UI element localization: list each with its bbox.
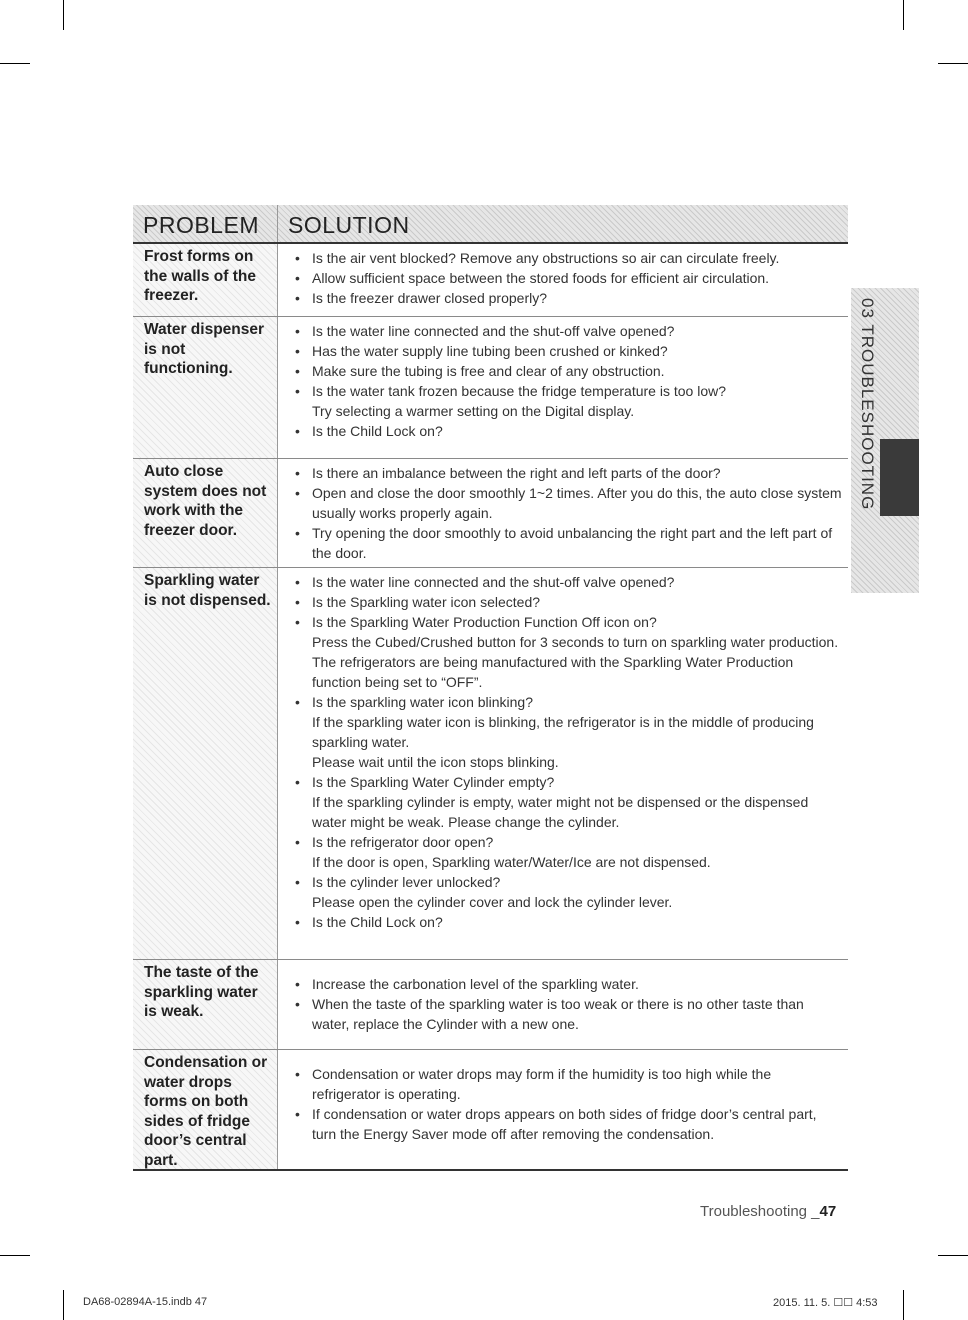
solution-text: Make sure the tubing is free and clear of any obstruction. bbox=[312, 363, 665, 379]
bullet-icon: • bbox=[295, 465, 300, 481]
section-tab-label: 03 TROUBLESHOOTING bbox=[858, 298, 877, 511]
solution-text: Has the water supply line tubing been crushed or kinked? bbox=[312, 343, 668, 359]
solution-text: Is the Sparkling Water Production Function Off icon on? bbox=[312, 614, 657, 630]
solution-text: When the taste of the sparkling water is too weak or there is no other taste than water, replace the Cylinder with a new one. bbox=[312, 996, 804, 1032]
bullet-icon: • bbox=[295, 1106, 300, 1122]
table-row bbox=[133, 317, 848, 459]
solution-item bbox=[295, 872, 842, 912]
footer-section-name: Troubleshooting _ bbox=[700, 1203, 820, 1220]
table-body bbox=[133, 244, 848, 1171]
solution-list bbox=[295, 1064, 842, 1144]
solution-text: If condensation or water drops appears on both sides of fridge door’s central part, turn the Energy Saver mode off after removing the condensation. bbox=[312, 1106, 817, 1142]
solution-text: Is the cylinder lever unlocked? bbox=[312, 874, 501, 890]
solution-text: Condensation or water drops may form if the humidity is too high while the refrigerator is operating. bbox=[312, 1066, 772, 1102]
crop-mark bbox=[63, 1290, 64, 1320]
problem-cell: Frost forms on the walls of the freezer. bbox=[133, 244, 278, 316]
bullet-icon: • bbox=[295, 874, 300, 890]
solution-text: Is there an imbalance between the right and left parts of the door? bbox=[312, 465, 721, 481]
solution-list bbox=[295, 463, 842, 563]
solution-list bbox=[295, 248, 842, 308]
solution-item bbox=[295, 321, 842, 341]
solution-item bbox=[295, 592, 842, 612]
solution-cell bbox=[278, 1050, 848, 1169]
bullet-icon: • bbox=[295, 423, 300, 439]
bullet-icon: • bbox=[295, 834, 300, 850]
solution-text: Allow sufficient space between the stored foods for efficient air circulation. bbox=[312, 270, 770, 286]
solution-item bbox=[295, 421, 842, 441]
header-solution: SOLUTION bbox=[288, 212, 410, 238]
solution-item bbox=[295, 832, 842, 872]
solution-list bbox=[295, 974, 842, 1034]
solution-item bbox=[295, 381, 842, 421]
solution-cell bbox=[278, 960, 848, 1049]
solution-text: Is the water line connected and the shut-off valve opened? bbox=[312, 323, 675, 339]
bullet-icon: • bbox=[295, 774, 300, 790]
solution-list bbox=[295, 321, 842, 441]
crop-mark bbox=[0, 63, 30, 64]
header-problem: PROBLEM bbox=[133, 205, 278, 242]
table-row bbox=[133, 459, 848, 568]
solution-detail: Press the Cubed/Crushed button for 3 seconds to turn on sparkling water production. bbox=[312, 634, 839, 650]
solution-item bbox=[295, 341, 842, 361]
solution-detail: Try selecting a warmer setting on the Digital display. bbox=[312, 403, 635, 419]
solution-item bbox=[295, 268, 842, 288]
solution-text: Is the water line connected and the shut-off valve opened? bbox=[312, 574, 675, 590]
solution-item bbox=[295, 1104, 842, 1144]
bullet-icon: • bbox=[295, 525, 300, 541]
table-header bbox=[133, 205, 848, 244]
bullet-icon: • bbox=[295, 323, 300, 339]
troubleshooting-table bbox=[133, 205, 848, 1171]
solution-item bbox=[295, 1064, 842, 1104]
page-number: 47 bbox=[819, 1203, 837, 1220]
solution-list bbox=[295, 572, 842, 932]
crop-mark bbox=[938, 1255, 968, 1256]
solution-detail: The refrigerators are being manufactured with the Sparkling Water Production function being set to “OFF”. bbox=[312, 654, 794, 690]
problem-cell: Sparkling water is not dispensed. bbox=[133, 568, 278, 959]
solution-item bbox=[295, 248, 842, 268]
solution-cell bbox=[278, 317, 848, 458]
solution-item bbox=[295, 772, 842, 832]
bullet-icon: • bbox=[295, 270, 300, 286]
bullet-icon: • bbox=[295, 594, 300, 610]
bullet-icon: • bbox=[295, 343, 300, 359]
solution-detail: Please wait until the icon stops blinking. bbox=[312, 754, 559, 770]
solution-item bbox=[295, 288, 842, 308]
solution-text: Is the refrigerator door open? bbox=[312, 834, 494, 850]
bullet-icon: • bbox=[295, 250, 300, 266]
bullet-icon: • bbox=[295, 694, 300, 710]
solution-text: Is the air vent blocked? Remove any obstructions so air can circulate freely. bbox=[312, 250, 780, 266]
bullet-icon: • bbox=[295, 485, 300, 501]
solution-item bbox=[295, 994, 842, 1034]
bullet-icon: • bbox=[295, 574, 300, 590]
print-imprint-file: DA68-02894A-15.indb 47 bbox=[83, 1296, 208, 1308]
crop-mark bbox=[63, 0, 64, 30]
problem-cell: Water dispenser is not functioning. bbox=[133, 317, 278, 458]
bullet-icon: • bbox=[295, 914, 300, 930]
solution-item bbox=[295, 692, 842, 772]
crop-mark bbox=[903, 0, 904, 30]
section-side-tab bbox=[851, 288, 919, 593]
solution-item bbox=[295, 483, 842, 523]
solution-text: Is the freezer drawer closed properly? bbox=[312, 290, 547, 306]
solution-cell bbox=[278, 459, 848, 567]
bullet-icon: • bbox=[295, 383, 300, 399]
bullet-icon: • bbox=[295, 1066, 300, 1082]
crop-mark bbox=[0, 1255, 30, 1256]
solution-item bbox=[295, 912, 842, 932]
solution-detail: If the sparkling cylinder is empty, water might not be dispensed or the dispensed water might be weak. Please change the cylinder. bbox=[312, 794, 809, 830]
problem-cell: Auto close system does not work with the freezer door. bbox=[133, 459, 278, 567]
solution-text: Open and close the door smoothly 1~2 times. After you do this, the auto close system usually works properly again. bbox=[312, 485, 842, 521]
solution-item bbox=[295, 612, 842, 692]
page-footer bbox=[700, 1203, 836, 1220]
solution-detail: If the sparkling water icon is blinking, the refrigerator is in the middle of producing sparkling water. bbox=[312, 714, 814, 750]
table-row bbox=[133, 1050, 848, 1171]
solution-text: Is the sparkling water icon blinking? bbox=[312, 694, 534, 710]
solution-text: Is the Sparkling Water Cylinder empty? bbox=[312, 774, 555, 790]
solution-item bbox=[295, 572, 842, 592]
bullet-icon: • bbox=[295, 290, 300, 306]
solution-item bbox=[295, 361, 842, 381]
bullet-icon: • bbox=[295, 614, 300, 630]
bullet-icon: • bbox=[295, 976, 300, 992]
solution-text: Increase the carbonation level of the sparkling water. bbox=[312, 976, 639, 992]
section-tab-marker bbox=[880, 439, 919, 516]
crop-mark bbox=[938, 63, 968, 64]
bullet-icon: • bbox=[295, 363, 300, 379]
solution-cell bbox=[278, 244, 848, 316]
solution-item bbox=[295, 974, 842, 994]
table-row bbox=[133, 244, 848, 317]
solution-item bbox=[295, 463, 842, 483]
solution-text: Is the Child Lock on? bbox=[312, 914, 443, 930]
solution-text: Try opening the door smoothly to avoid unbalancing the right part and the left part of the door. bbox=[312, 525, 833, 561]
solution-detail: If the door is open, Sparkling water/Water/Ice are not dispensed. bbox=[312, 854, 711, 870]
solution-text: Is the Child Lock on? bbox=[312, 423, 443, 439]
problem-cell: Condensation or water drops forms on both sides of fridge door’s central part. bbox=[133, 1050, 278, 1169]
solution-text: Is the water tank frozen because the fridge temperature is too low? bbox=[312, 383, 727, 399]
solution-detail: Please open the cylinder cover and lock the cylinder lever. bbox=[312, 894, 673, 910]
table-row bbox=[133, 960, 848, 1050]
crop-mark bbox=[903, 1290, 904, 1320]
bullet-icon: • bbox=[295, 996, 300, 1012]
solution-text: Is the Sparkling water icon selected? bbox=[312, 594, 541, 610]
print-imprint-date: 2015. 11. 5. ☐☐ 4:53 bbox=[773, 1297, 878, 1309]
problem-cell: The taste of the sparkling water is weak. bbox=[133, 960, 278, 1049]
solution-item bbox=[295, 523, 842, 563]
table-row bbox=[133, 568, 848, 960]
solution-cell bbox=[278, 568, 848, 959]
